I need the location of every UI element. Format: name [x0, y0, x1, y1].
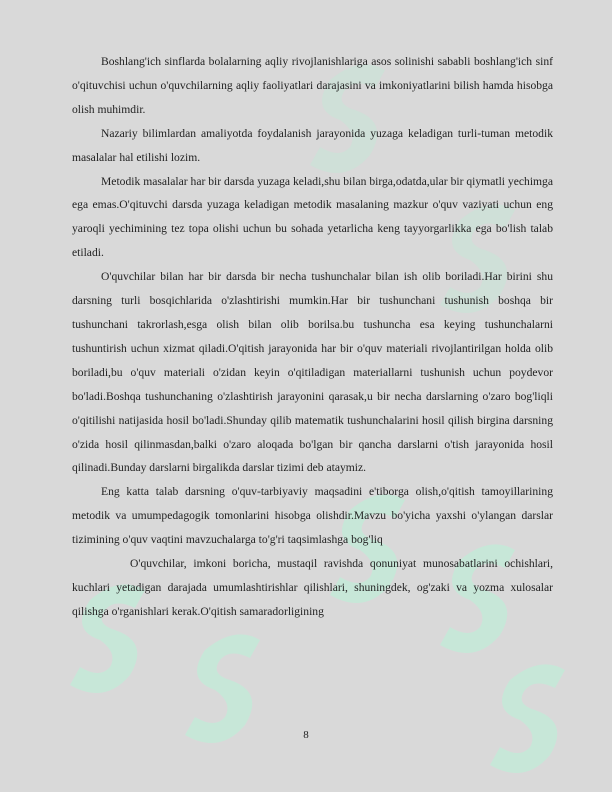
paragraph: Eng katta talab darsning o'quv-tarbiyaviy maqsadini e'tiborga olish,o'qitish tamoyillarining metodik va umumpedagogik tomonlarini hisobga olishdir.Mavzu bo'yicha yaxshi o'ylangan darslar tizimining o'quv vaqtini mavzuchalarga to'g'ri taqsimlashga bog'liq	[72, 485, 553, 547]
paragraph: O'quvchilar, imkoni boricha, mustaqil ravishda qonuniyat munosabatlarini ochishlari, kuchlari yetadigan darajada umumlashtirishlar qilishlari, shuningdek, og'zaki va yozma xulosalar qilishga o'rganishlari kerak.O'qitish samaradorligining	[72, 557, 553, 618]
paragraph: Metodik masalalar har bir darsda yuzaga keladi,shu bilan birga,odatda,ular bir qiymatli yechimga ega emas.O'qituvchi darsda yuzaga keladigan metodik masalaning mazkur o'quv vaziyati uchun eng yaroqli yechimining tez topa olishi uchun bu sohada yetarlicha keng tayyorgarlikka ega bo'lish talab etiladi.	[72, 174, 553, 260]
document-body	[72, 50, 553, 624]
paragraph: Boshlang'ich sinflarda bolalarning aqliy rivojlanishlariga asos solinishi sababli boshlang'ich sinf o'qituvchisi uchun o'quvchilarning aqliy faoliyatlari darajasini va imkoniyatlarini bilish hamda hisobga olish muhimdir.	[72, 55, 553, 116]
page-number: 8	[303, 729, 309, 741]
paragraph: Nazariy bilimlardan amaliyotda foydalanish jarayonida yuzaga keladigan turli-tuman metodik masalalar hal etilishi lozim.	[72, 126, 553, 164]
paragraph: O'quvchilar bilan har bir darsda bir necha tushunchalar bilan ish olib boriladi.Har birini shu darsning turli bosqichlarida o'zlashtirishi mumkin.Har bir tushunchani tushunish boshqa bir tushunchani takrorlash,esga olish bilan olib borilsa.bu tushuncha esa keying tushunchalarni tushuntirish uchun xizmat qiladi.O'qitish jarayonida har bir o'quv materiali rivojlantirilgan holda olib boriladi,bu o'quv materiali o'zidan keyin o'qitiladigan materiallarni tushunish uchun poydevor bo'ladi.Boshqa tushunchaning o'zlashtirish jarayonini qarasak,u bir necha darslarning o'zaro bog'liqli o'qitilishi natijasida hosil bo'ladi.Shunday qilib matematik tushunchalarini hosil qilish birgina darsning o'zida hosil qilinmasdan,balki o'zaro aloqada bo'lgan bir qancha darslarni o'tish jarayonida hosil qilinadi.Bunday darslarni birgalikda darslar tizimi deb ataymiz.	[72, 270, 553, 475]
